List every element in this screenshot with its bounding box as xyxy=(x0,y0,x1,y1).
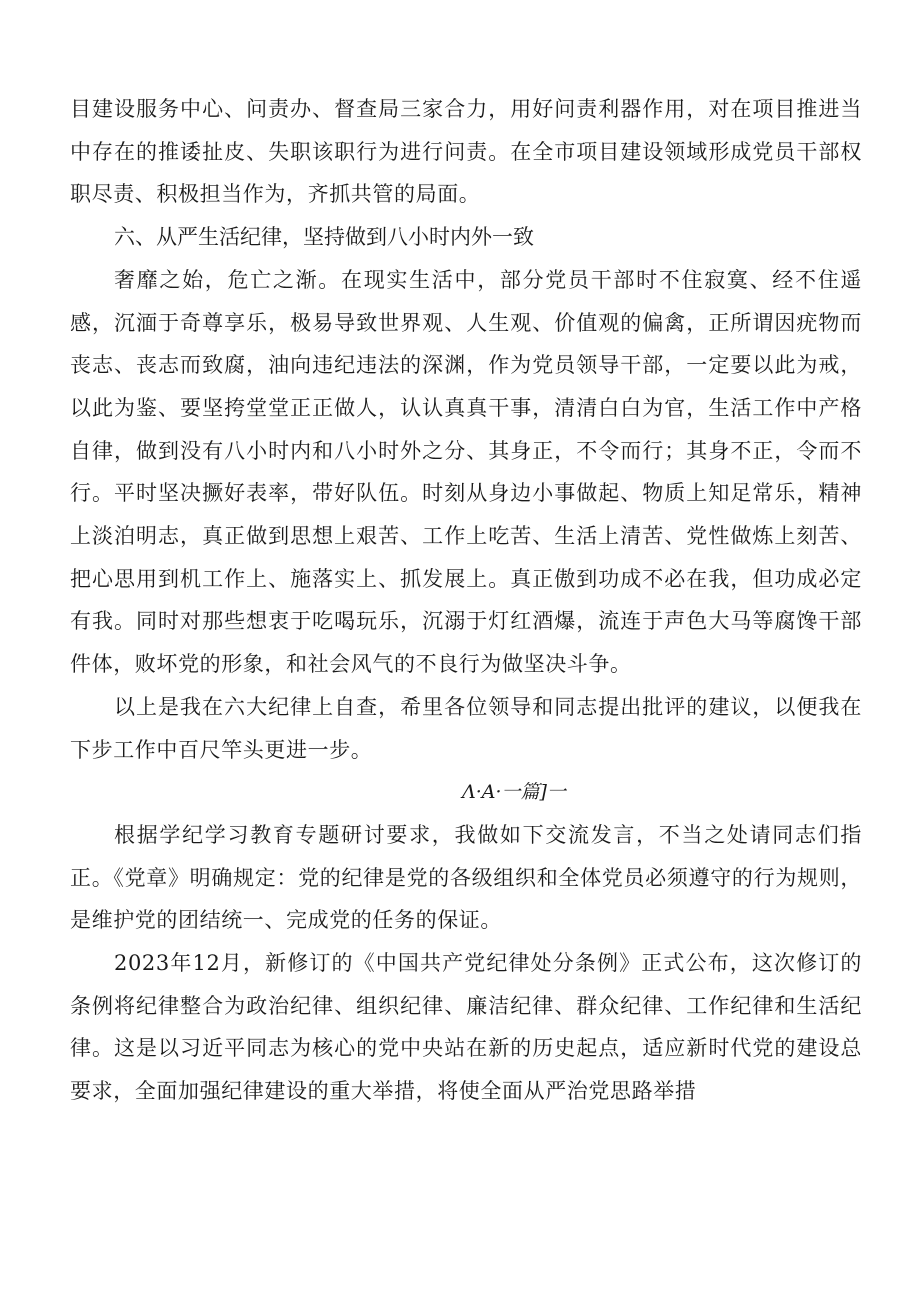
section-heading-six: 六、从严生活纪律，坚持做到八小时内外一致 xyxy=(114,225,534,250)
paragraph-continuation: 目建设服务中心、问责办、督查局三家合力，用好问责利器作用，对在项目推进当中存在的推诿扯皮、失职该职行为进行问责。在全市项目建设领域形成党员干部权职尽责、积极担当作为，齐抓共管的局面。 xyxy=(70,97,862,207)
paragraph-intro: 根据学纪学习教育专题研讨要求，我做如下交流发言，不当之处请同志们指正。《党章》明确规定：党的纪律是党的各级组织和全体党员必须遵守的行为规则，是维护党的团结统一、完成党的任务的保证。 xyxy=(70,822,862,933)
paragraph-life-discipline: 奢靡之始，危亡之渐。在现实生活中，部分党员干部时不住寂寞、经不住遥感，沉湎于奇尊享乐，极易导致世界观、人生观、价值观的偏禽，正所谓因疣物而丧志、丧志而致腐，油向违纪违法的深渊，作为党员领导干部，一定要以此为戒，以此为鉴、要坚挎堂堂正正做人，认认真真干事，清清白白为官，生活工作中产格自律，做到没有八小时内和八小时外之分、其身正，不令而行；其身不正，令而不行。平时坚决撅好表率，带好队伍。时刻从身边小事做起、物质上知足常乐，精神上淡泊明志，真正做到思想上艰苦、工作上吃苦、生活上清苦、党性做炼上刻苦、把心思用到机工作上、施落实上、抓发展上。真正傲到功成不必在我，但功成必定有我。同时对那些想衷于吃喝玩乐，沉溺于灯红酒爆，流连于声色大马等腐馋干部件体，败坏党的形象，和社会风气的不良行为做坚决斗争。 xyxy=(70,267,862,677)
section-break-mark: Λ·A·一篇]一 xyxy=(462,781,566,804)
paragraph-2023-regulations: 2023年12月，新修订的《中国共产党纪律处分条例》正式公布，这次修订的条例将纪律整合为政治纪律、组织纪律、廉洁纪律、群众纪律、工作纪律和生活纪律。这是以习近平同志为核心的党中央站在新的历史起点，适应新时代党的建设总要求，全面加强纪律建设的重大举措，将使全面从严治党思路举措 xyxy=(70,951,862,1104)
document-page xyxy=(70,88,862,1113)
paragraph-closing: 以上是我在六大纪律上自查，希里各位领导和同志提出批评的建议，以便我在下步工作中百尺竿头更进一步。 xyxy=(70,694,862,762)
